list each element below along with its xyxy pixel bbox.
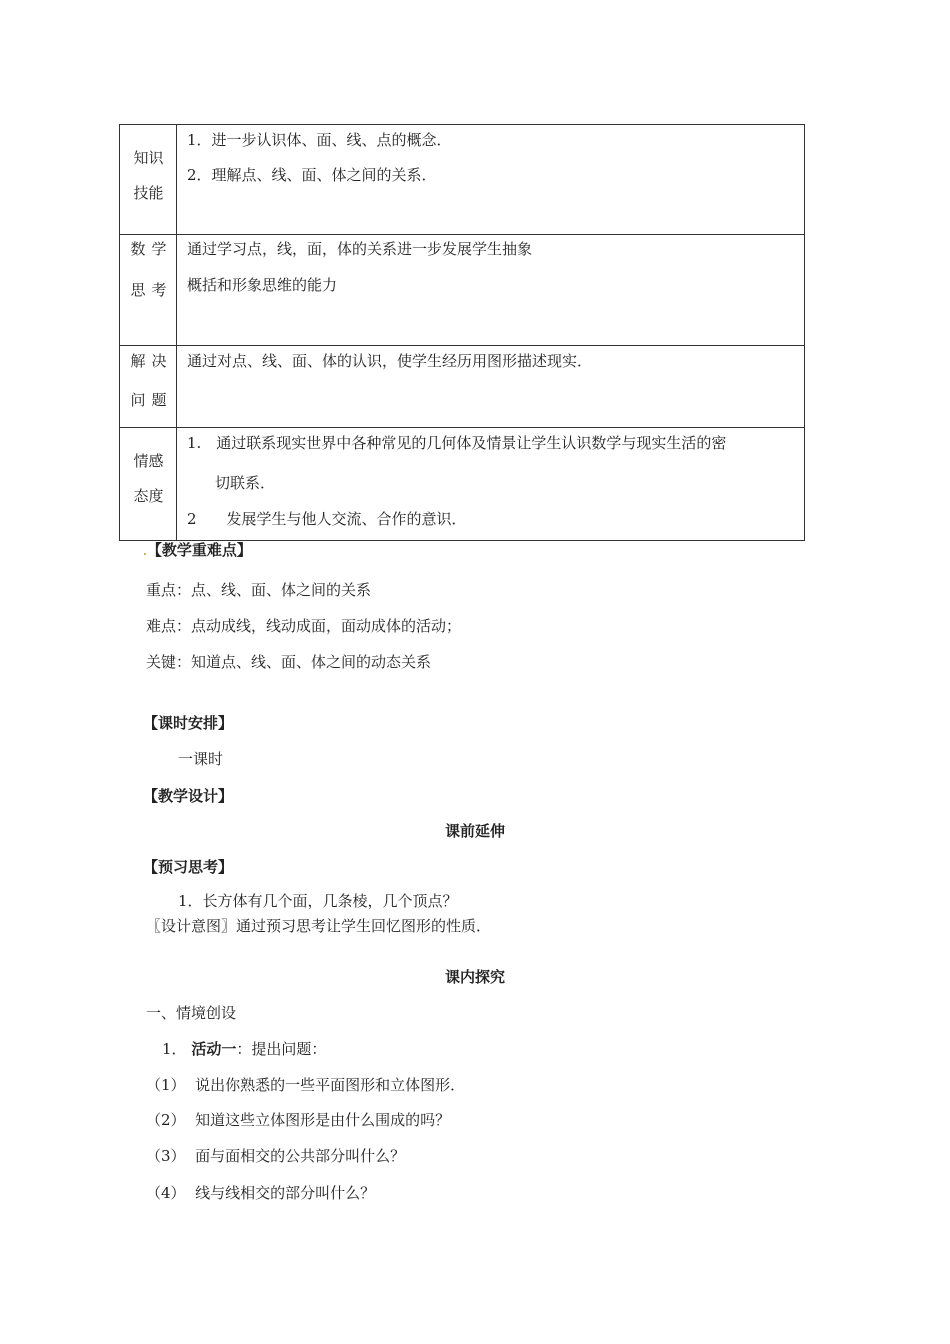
content-line: 切联系． — [215, 474, 276, 492]
emphasis-line: 重点：点、线、面、体之间的关系 — [146, 581, 372, 599]
row-label-cell — [120, 125, 177, 235]
question-number: （3） — [146, 1147, 186, 1165]
section-heading-key-points — [143, 539, 252, 560]
row-content-cell — [177, 235, 805, 346]
row-label: 情感 — [133, 452, 164, 470]
content-line: 2 发展学生与他人交流、合作的意识． — [187, 510, 467, 528]
table-row — [120, 235, 805, 346]
dot-mark: . — [143, 547, 147, 558]
content-line: 1. 通过联系现实世界中各种常见的几何体及情景让学生认识数学与现实生活的密 — [187, 434, 727, 452]
row-label: 思考 — [130, 281, 173, 299]
question-number: （4） — [146, 1184, 186, 1202]
row-content-cell — [177, 428, 805, 541]
row-label-cell — [120, 346, 177, 428]
row-label: 知识 — [133, 149, 164, 167]
schedule-text: 一课时 — [178, 750, 224, 768]
question-text: 面与面相交的公共部分叫什么？ — [195, 1147, 406, 1165]
row-label-cell — [120, 235, 177, 346]
activity-line — [162, 1038, 326, 1059]
content-line: 通过对点、线、面、体的认识，使学生经历用图形描述现实． — [187, 352, 593, 370]
key-line: 关键：知道点、线、面、体之间的动态关系 — [146, 653, 432, 671]
table-row — [120, 346, 805, 428]
table-row — [120, 125, 805, 235]
difficulty-line: 难点：点动成线，线动成面，面动成体的活动； — [146, 617, 462, 635]
section-heading-design: 【教学设计】 — [143, 787, 234, 805]
section-title-in-class: 课内探究 — [444, 968, 505, 986]
section-heading-preview: 【预习思考】 — [143, 858, 234, 876]
activity-title: 活动一 — [191, 1040, 237, 1058]
row-content-cell — [177, 346, 805, 428]
question-text: 说出你熟悉的一些平面图形和立体图形． — [195, 1076, 466, 1094]
row-content-cell — [177, 125, 805, 235]
question-number: （1） — [146, 1076, 186, 1094]
question-text: 知道这些立体图形是由什么围成的吗？ — [195, 1111, 451, 1129]
question-item — [146, 1145, 405, 1166]
content-line: 1．进一步认识体、面、线、点的概念． — [187, 131, 452, 149]
question-item — [146, 1074, 465, 1095]
content-line: 2．理解点、线、面、体之间的关系． — [187, 166, 437, 184]
question-number: （2） — [146, 1111, 186, 1129]
table-row — [120, 428, 805, 541]
section-heading-schedule: 【课时安排】 — [143, 714, 234, 732]
row-label: 态度 — [133, 487, 164, 505]
activity-desc: ：提出问题： — [236, 1040, 327, 1058]
question-item — [146, 1182, 375, 1203]
question-text: 线与线相交的部分叫什么？ — [195, 1184, 376, 1202]
row-label: 技能 — [133, 184, 164, 202]
content-line: 通过学习点，线，面，体的关系进一步发展学生抽象 — [187, 240, 533, 258]
objectives-table — [119, 124, 805, 541]
row-label: 解决 — [130, 352, 173, 370]
question-item — [146, 1109, 450, 1130]
preview-question: 1．长方体有几个面，几条棱，几个顶点？ — [178, 892, 458, 910]
row-label-cell — [120, 428, 177, 541]
section-title-pre-class: 课前延伸 — [444, 822, 505, 840]
row-label: 问题 — [130, 391, 173, 409]
heading-text: 【教学重难点】 — [146, 541, 252, 559]
row-label: 数学 — [130, 240, 173, 258]
content-line: 概括和形象思维的能力 — [187, 276, 338, 294]
part-heading: 一、情境创设 — [146, 1004, 237, 1022]
design-intent: 〖设计意图〗通过预习思考让学生回忆图形的性质． — [146, 917, 492, 935]
activity-number: 1． — [162, 1040, 187, 1058]
